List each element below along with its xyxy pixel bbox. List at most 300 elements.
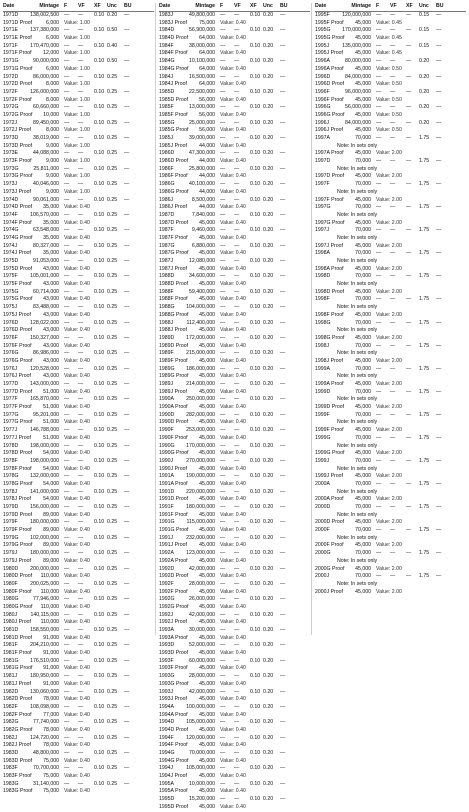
table-row: [159, 150, 310, 158]
cell-xf: 0.10: [94, 273, 105, 280]
cell-date: 1999D Proof: [315, 404, 345, 411]
cell-date: 1979J Proof: [3, 557, 31, 564]
cell-vf: —: [390, 411, 396, 418]
table-column-3: [315, 3, 466, 596]
cell-unc: 0.15: [419, 12, 430, 18]
table-row: [315, 496, 466, 504]
table-row: [159, 735, 310, 743]
cell-mint: 10,000,000: [189, 780, 215, 787]
table-row: [3, 197, 154, 205]
cell-mint: 45,000: [199, 726, 215, 733]
table-row: [315, 273, 466, 281]
cell-vf: —: [78, 350, 84, 357]
table-row: [315, 573, 466, 581]
table-row: [315, 481, 466, 489]
cell-unc: 1.75: [419, 319, 430, 326]
cell-f: —: [220, 734, 226, 741]
cell-mint: 9,000: [46, 142, 59, 149]
cell-mint: 89,000: [43, 542, 59, 549]
cell-bu: —: [124, 288, 130, 295]
cell-mint: 70,700,000: [33, 765, 59, 772]
cell-mint: 45,000: [199, 773, 215, 780]
cell-f: Value: 0.40: [64, 327, 90, 334]
cell-f: Value: 0.40: [220, 588, 246, 595]
cell-bu: —: [124, 611, 130, 618]
cell-bu: —: [124, 227, 130, 234]
cell-xf: 0.10: [94, 381, 105, 387]
cell-xf: 0.10: [250, 688, 261, 695]
cell-date: 1986G Proof: [159, 188, 189, 195]
cell-bu: —: [436, 119, 442, 126]
cell-xf: 0.10: [94, 211, 105, 218]
cell-f: Value: 0.40: [64, 234, 90, 241]
cell-f: Value: 0.40: [220, 188, 246, 195]
cell-mint: 45,000: [355, 81, 371, 88]
cell-date: 1980J Proof: [3, 619, 31, 626]
cell-bu: —: [280, 673, 286, 680]
cell-mint: 45,000: [199, 573, 215, 580]
cell-date: 1979D Proof: [3, 511, 33, 518]
cell-f: —: [220, 350, 226, 357]
cell-vf: —: [234, 596, 240, 603]
cell-f: —: [64, 780, 70, 787]
cell-mint: 253,000,000: [186, 427, 215, 434]
cell-f: —: [376, 550, 382, 557]
table-row: [3, 158, 154, 166]
cell-date: 1997G: [315, 204, 331, 211]
cell-date: 1991G: [159, 519, 175, 526]
cell-unc: 0.25: [107, 196, 118, 203]
cell-f: Value: 0.40: [64, 742, 90, 749]
table-row: [3, 542, 154, 550]
cell-f: Value: 0.40: [64, 588, 90, 595]
cell-f: —: [376, 273, 382, 280]
cell-unc: 1.75: [419, 158, 430, 165]
cell-unc: 1.75: [419, 250, 430, 257]
table-row: [315, 97, 466, 105]
cell-vf: —: [234, 181, 240, 188]
cell-vf: —: [78, 519, 84, 526]
cell-vf: —: [234, 457, 240, 464]
cell-xf: —: [406, 457, 412, 464]
table-row: [315, 343, 466, 351]
cell-date: 1999A: [315, 365, 331, 372]
cell-xf: —: [406, 42, 412, 49]
cell-vf: —: [78, 703, 84, 710]
cell-f: Value: 0.40: [220, 250, 246, 257]
cell-f: —: [220, 596, 226, 603]
cell-f: Value: 2.00: [376, 496, 402, 503]
cell-vf: —: [78, 442, 84, 449]
cell-mint: 123,000,000: [186, 550, 215, 557]
cell-bu: —: [280, 750, 286, 756]
table-row: [159, 312, 310, 320]
table-note: [315, 189, 466, 197]
table-note: [315, 419, 466, 427]
cell-f: Value: 0.40: [64, 788, 90, 795]
cell-xf: 0.10: [250, 411, 261, 418]
table-row: [3, 727, 154, 735]
cell-mint: 44,088,000: [33, 150, 59, 157]
cell-xf: —: [406, 181, 412, 188]
table-row: [3, 466, 154, 474]
cell-date: 1999D: [315, 388, 331, 395]
cell-xf: 0.10: [250, 273, 261, 280]
cell-unc: 0.25: [107, 519, 118, 526]
note-text: Note: In sets only: [337, 281, 378, 288]
cell-unc: 0.20: [263, 473, 274, 480]
cell-date: 1991D: [159, 488, 175, 495]
cell-bu: —: [124, 350, 130, 357]
cell-mint: 198,000,000: [30, 442, 59, 449]
cell-mint: 165,870,000: [30, 396, 59, 403]
cell-vf: —: [234, 765, 240, 772]
cell-xf: —: [406, 73, 412, 80]
cell-xf: 0.10: [250, 196, 261, 203]
cell-xf: 0.10: [94, 150, 105, 157]
table-row: [3, 419, 154, 427]
cell-mint: 89,000: [43, 511, 59, 518]
cell-f: —: [220, 550, 226, 557]
table-note: [315, 281, 466, 289]
cell-mint: 198,000,000: [30, 457, 59, 464]
cell-vf: —: [390, 158, 396, 165]
cell-xf: 0.10: [250, 611, 261, 618]
table-row: [159, 750, 310, 758]
cell-xf: 0.10: [94, 227, 105, 234]
table-row: [3, 373, 154, 381]
table-row: [3, 50, 154, 58]
table-row: [159, 289, 310, 297]
cell-mint: 6,000: [46, 35, 59, 42]
cell-vf: —: [234, 673, 240, 680]
cell-date: 1987F Proof: [159, 234, 188, 241]
table-row: [3, 258, 154, 266]
table-note: [315, 350, 466, 358]
cell-vf: —: [390, 527, 396, 534]
cell-unc: 1.75: [419, 204, 430, 211]
cell-mint: 158,550,000: [30, 627, 59, 633]
cell-date: 1990G: [159, 442, 175, 449]
cell-xf: 0.10: [94, 258, 105, 264]
cell-f: —: [376, 250, 382, 257]
cell-xf: 0.10: [250, 227, 261, 234]
cell-date: 1977G: [3, 411, 19, 418]
table-row: [159, 689, 310, 697]
table-row: [159, 320, 310, 328]
table-row: [3, 389, 154, 397]
cell-date: 1974F: [3, 211, 18, 218]
cell-vf: —: [78, 580, 84, 587]
cell-f: —: [64, 519, 70, 526]
cell-date: 1971D: [3, 12, 19, 18]
cell-mint: 56,900,000: [189, 27, 215, 34]
cell-xf: 0.10: [94, 627, 105, 633]
cell-vf: —: [78, 765, 84, 772]
cell-date: 1971F: [3, 42, 18, 49]
cell-vf: —: [390, 573, 396, 580]
cell-vf: —: [390, 227, 396, 234]
cell-mint: 45,000: [355, 311, 371, 318]
cell-f: Value: 1.00: [64, 65, 90, 72]
cell-date: 1991D Proof: [159, 496, 189, 503]
cell-date: 1972F: [3, 88, 18, 95]
cell-xf: —: [406, 250, 412, 257]
cell-mint: 45,000: [355, 127, 371, 134]
cell-mint: 172,000,000: [186, 334, 215, 341]
cell-f: —: [220, 242, 226, 249]
table-row: [3, 612, 154, 620]
cell-mint: 45,000: [199, 788, 215, 795]
cell-bu: —: [124, 504, 130, 510]
table-row: [159, 381, 310, 389]
cell-f: —: [64, 611, 70, 618]
cell-mint: 43,000: [43, 342, 59, 349]
cell-f: Value: 0.40: [64, 281, 90, 288]
cell-date: 1974D: [3, 196, 19, 203]
cell-bu: —: [280, 319, 286, 326]
table-row: [3, 735, 154, 743]
table-row: [3, 719, 154, 727]
cell-f: Value: 0.40: [220, 19, 246, 26]
cell-date: 1982F: [3, 703, 18, 710]
cell-xf: 0.10: [94, 427, 105, 434]
cell-date: 1983G Proof: [3, 788, 33, 795]
cell-f: —: [64, 181, 70, 188]
cell-mint: 83,488,000: [33, 304, 59, 311]
cell-bu: —: [280, 519, 286, 526]
cell-date: 1993G Proof: [159, 680, 189, 687]
cell-mint: 45,000: [199, 588, 215, 595]
cell-bu: —: [280, 550, 286, 557]
cell-f: —: [220, 396, 226, 403]
cell-date: 1987G: [159, 242, 175, 249]
cell-f: Value: 2.00: [376, 150, 402, 157]
cell-date: 1995G Proof: [315, 35, 345, 42]
cell-date: 1998F Proof: [315, 311, 344, 318]
cell-f: Value: 1.00: [64, 111, 90, 118]
cell-xf: 0.10: [94, 365, 105, 372]
table-row: [159, 43, 310, 51]
cell-f: —: [64, 473, 70, 480]
cell-mint: 42,000,000: [189, 688, 215, 695]
cell-unc: 0.25: [107, 642, 118, 649]
cell-f: Value: 1.00: [64, 35, 90, 42]
table-row: [159, 112, 310, 120]
cell-f: Value: 0.40: [220, 50, 246, 57]
cell-date: 1973J Proof: [3, 188, 31, 195]
cell-xf: —: [406, 135, 412, 141]
table-note: [315, 512, 466, 520]
cell-mint: 282,000,000: [186, 411, 215, 418]
cell-bu: —: [280, 780, 286, 787]
cell-xf: 0.10: [250, 580, 261, 587]
cell-date: 1974D Proof: [3, 204, 33, 211]
cell-unc: 0.20: [263, 334, 274, 341]
cell-xf: 0.10: [94, 411, 105, 418]
cell-unc: 0.25: [107, 319, 118, 326]
table-row: [159, 12, 310, 20]
cell-mint: 10,100,000: [189, 58, 215, 65]
cell-date: 1979J: [3, 550, 18, 557]
cell-mint: 91,000: [43, 680, 59, 687]
cell-mint: 16,500,000: [189, 73, 215, 80]
cell-date: 1999G Proof: [315, 450, 345, 457]
cell-mint: 77,000: [43, 711, 59, 718]
cell-f: Value: 1.00: [64, 96, 90, 103]
cell-vf: —: [390, 181, 396, 188]
table-row: [315, 358, 466, 366]
cell-f: Value: 0.40: [64, 619, 90, 626]
cell-bu: —: [280, 12, 286, 18]
cell-unc: 1.75: [419, 550, 430, 557]
cell-xf: 0.10: [250, 442, 261, 449]
cell-mint: 89,000: [43, 527, 59, 534]
cell-date: 1981J Proof: [3, 680, 31, 687]
table-row: [315, 296, 466, 304]
cell-f: Value: 0.40: [64, 542, 90, 549]
cell-f: —: [376, 504, 382, 510]
table-row: [3, 27, 154, 35]
cell-xf: 0.10: [94, 457, 105, 464]
cell-bu: —: [436, 250, 442, 257]
cell-mint: 40,046,000: [33, 181, 59, 188]
table-note: [315, 443, 466, 451]
cell-mint: 77,946,000: [33, 596, 59, 603]
cell-date: 1978D Proof: [3, 450, 33, 457]
cell-bu: —: [124, 442, 130, 449]
cell-f: Value: 0.50: [376, 127, 402, 134]
cell-unc: 0.20: [263, 288, 274, 295]
cell-vf: —: [234, 42, 240, 49]
cell-f: —: [376, 457, 382, 464]
cell-bu: —: [124, 580, 130, 587]
cell-xf: 0.10: [94, 88, 105, 95]
cell-mint: 45,000: [199, 404, 215, 411]
cell-bu: —: [280, 58, 286, 65]
cell-date: 1977D Proof: [3, 388, 33, 395]
cell-bu: —: [436, 319, 442, 326]
cell-xf: 0.10: [94, 734, 105, 741]
cell-f: Value: 0.40: [220, 619, 246, 626]
cell-unc: 0.25: [107, 780, 118, 787]
cell-mint: 45,000: [355, 519, 371, 526]
table-row: [159, 66, 310, 74]
cell-unc: 0.20: [263, 750, 274, 756]
cell-f: —: [376, 434, 382, 441]
cell-mint: 8,000: [46, 127, 59, 134]
cell-date: 1996G: [315, 104, 331, 111]
cell-xf: —: [406, 573, 412, 580]
cell-mint: 45,000: [199, 342, 215, 349]
cell-xf: 0.10: [94, 780, 105, 787]
cell-mint: 95,201,000: [33, 411, 59, 418]
cell-mint: 45,000: [199, 373, 215, 380]
cell-date: 1991A Proof: [159, 480, 188, 487]
cell-f: Value: 0.40: [64, 480, 90, 487]
cell-xf: 0.10: [94, 596, 105, 603]
cell-mint: 215,000,000: [186, 350, 215, 357]
cell-vf: —: [234, 365, 240, 372]
cell-unc: 1.75: [419, 457, 430, 464]
table-row: [3, 481, 154, 489]
cell-f: —: [64, 227, 70, 234]
cell-vf: —: [234, 703, 240, 710]
cell-date: 1996A Proof: [315, 65, 344, 72]
table-row: [3, 166, 154, 174]
cell-f: —: [376, 158, 382, 165]
cell-mint: 70,000,000: [189, 750, 215, 756]
cell-f: Value: 2.00: [376, 450, 402, 457]
cell-f: —: [64, 119, 70, 126]
cell-mint: 45,000: [355, 334, 371, 341]
cell-mint: 70,000: [355, 204, 371, 211]
cell-mint: 43,000: [43, 265, 59, 272]
cell-date: 1999J Proof: [315, 473, 343, 480]
cell-bu: —: [436, 204, 442, 211]
cell-unc: 0.25: [107, 580, 118, 587]
cell-vf: —: [78, 73, 84, 80]
cell-vf: —: [234, 12, 240, 18]
cell-f: —: [220, 319, 226, 326]
cell-bu: —: [124, 657, 130, 664]
cell-f: —: [64, 42, 70, 49]
cell-mint: 45,000: [199, 603, 215, 610]
cell-f: Value: 0.40: [220, 142, 246, 149]
cell-bu: —: [124, 457, 130, 464]
cell-vf: —: [78, 611, 84, 618]
note-text: Note: In sets only: [337, 488, 378, 495]
cell-mint: 90,000,000: [33, 58, 59, 65]
cell-f: —: [220, 627, 226, 633]
table-row: [3, 304, 154, 312]
cell-unc: 0.25: [107, 88, 118, 95]
cell-mint: 45,000: [355, 357, 371, 364]
cell-f: —: [64, 411, 70, 418]
cell-f: —: [376, 342, 382, 349]
cell-bu: —: [436, 527, 442, 534]
cell-f: Value: 0.40: [64, 511, 90, 518]
cell-vf: —: [78, 534, 84, 541]
cell-date: 1989D: [159, 334, 175, 341]
cell-date: 1994G Proof: [159, 757, 189, 764]
cell-mint: 250,000,000: [186, 396, 215, 403]
cell-date: 1981J: [3, 673, 18, 680]
cell-mint: 70,000: [355, 273, 371, 280]
table-row: [315, 450, 466, 458]
cell-unc: 0.25: [107, 350, 118, 357]
cell-date: 1972G: [3, 104, 19, 111]
cell-mint: 45,000: [199, 803, 215, 810]
cell-bu: —: [280, 304, 286, 311]
cell-date: 1993F Proof: [159, 665, 188, 672]
cell-vf: —: [234, 550, 240, 557]
cell-xf: —: [406, 204, 412, 211]
table-row: [3, 89, 154, 97]
note-text: Note: In sets only: [337, 234, 378, 241]
cell-unc: 0.20: [263, 396, 274, 403]
header-date: Date: [159, 3, 171, 9]
cell-mint: 6,880,000: [191, 242, 215, 249]
cell-xf: —: [406, 434, 412, 441]
cell-unc: 1.75: [419, 296, 430, 303]
cell-f: Value: 0.40: [64, 665, 90, 672]
cell-date: 1990D: [159, 411, 175, 418]
cell-f: Value: 0.40: [220, 680, 246, 687]
cell-xf: 0.10: [94, 119, 105, 126]
cell-mint: 45,000: [199, 511, 215, 518]
table-row: [159, 335, 310, 343]
